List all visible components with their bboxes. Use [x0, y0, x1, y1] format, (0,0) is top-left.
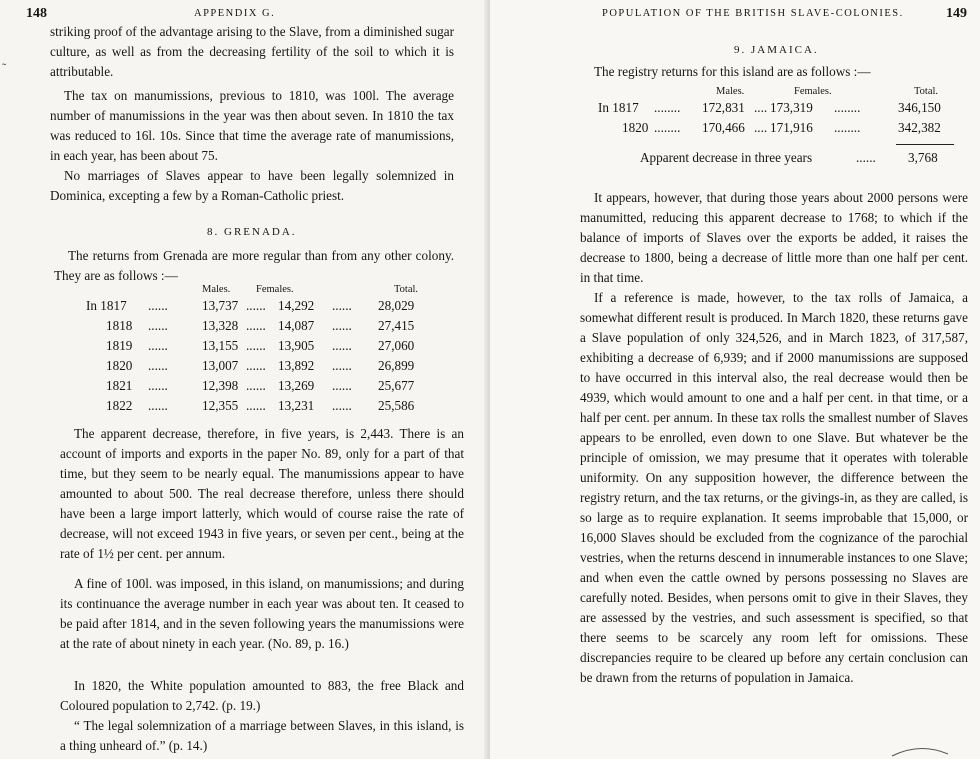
right-running-head: POPULATION OF THE BRITISH SLAVE-COLONIES.: [602, 8, 904, 19]
table-row: 1818 ...... 13,328 ...... 14,087 ...... 27,415: [106, 318, 415, 333]
margin-mark: ˜: [2, 60, 7, 75]
table-row: 1820 ...... 13,007 ...... 13,892 ...... 26,899: [106, 358, 415, 373]
right-page: [490, 0, 980, 759]
grenada-table-header: [86, 284, 446, 298]
table-row: In 1817 ........ 172,831 .... 173,319 ........ 346,150: [598, 100, 941, 115]
total-header: Total.: [394, 284, 419, 295]
jamaica-heading: 9. JAMAICA.: [734, 44, 819, 56]
total-header: Total.: [914, 86, 939, 97]
table-row: In 1817 ...... 13,737 ...... 14,292 ...... 28,029: [86, 298, 415, 313]
bottom-flourish: [890, 744, 950, 758]
right-page-number: 149: [946, 6, 967, 21]
table-row: 1821 ...... 12,398 ...... 13,269 ...... 25,677: [106, 378, 415, 393]
left-paragraph-1: striking proof of the advantage arising to the Slave, from a diminished sugar culture, as well as from the decreasing fertility of the soil to which it is attributable.: [50, 24, 454, 79]
right-paragraph-1: It appears, however, that during those years about 2000 persons were manumitted, reducing this apparent decrease to 1768; to which if the balance of imports of Slaves over the exports be added, it raises the decrease to 1800, being a decrease of little more than one half per cent. in that time.: [580, 190, 968, 285]
grenada-heading: 8. GRENADA.: [207, 226, 297, 238]
grenada-table: [86, 284, 446, 418]
jamaica-table-header: [598, 86, 970, 100]
left-paragraph-fine: A fine of 100l. was imposed, in this island, on manumissions; and during its continuance the average number in each year was about ten. It ceased to be paid after 1814, and in the seven following years the manumissions were at the rate of about ninety in each year. (No. 89, p. 16.): [60, 576, 464, 651]
males-header: Males.: [716, 86, 745, 97]
right-paragraph-2: If a reference is made, however, to the tax rolls of Jamaica, a somewhat different result is produced. In March 1820, these returns gave a Slave population of only 324,526, and in March 1823, of 317,587, exhibiting a decrease of 6,939; and if 2000 manumissions are supposed to have occurred in this interval also, the real decrease would then be 4939, which would amount to one and a half per cent. in that time, or a half per cent. per annum. In these tax rolls the smallest number of Slaves appears to be enrolled, even down to one Slave. But whatever be the principle of omission, we may presume that it operates with tolerable uniformity. On any supposition however, the difference between the registry return, and the tax returns, or the givings-in, as they are called, is so large as to require explanation. It seems improbable that 15,000, or 16,000 Slaves should be excluded from the cognizance of the parochial vestries, when the returns descend in innumerable instances to one Slave; and when even the cattle owned by persons possessing no Slaves are carefully noted. Besides, when persons omit to give in their Slaves, they are assessed by the vestries, and such assessment is specified, so that there seems to be scarcely any room left for omissions. These discrepancies require to be cleared up before any certain conclusion can be drawn from the returns of population in Jamaica.: [580, 290, 968, 685]
left-page-number: 148: [26, 6, 47, 21]
males-header: Males.: [202, 284, 231, 295]
jamaica-table: [598, 86, 970, 170]
left-paragraph-decrease: The apparent decrease, therefore, in five years, is 2,443. There is an account of imports and exports in the paper No. 89, only for a part of that time, but they seem to be nearly equal. The manumissions appear to have amounted to about 500. The real decrease therefore, unless there should have been a large import latterly, which would of course raise the rate of decrease, will not exceed 1943 in five years, or seven per cent., being at the rate of 1½ per cent. per annum.: [60, 426, 464, 561]
grenada-intro: The returns from Grenada are more regular than from any other colony. They are as follows :—: [54, 248, 454, 283]
table-row: 1820 ........ 170,466 .... 171,916 ........ 342,382: [622, 120, 941, 135]
table-summary-row: Apparent decrease in three years ...... 3,768: [640, 150, 938, 165]
females-header: Females.: [794, 86, 832, 97]
jamaica-intro: The registry returns for this island are as follows :—: [594, 64, 871, 79]
left-running-head: APPENDIX G.: [194, 8, 276, 19]
table-row: 1819 ...... 13,155 ...... 13,905 ...... 27,060: [106, 338, 415, 353]
left-paragraph-3: No marriages of Slaves appear to have been legally solemnized in Dominica, excepting a few by a Roman-Catholic priest.: [50, 168, 454, 203]
total-rule: [896, 144, 954, 145]
table-row: 1822 ...... 12,355 ...... 13,231 ...... 25,586: [106, 398, 415, 413]
females-header: Females.: [256, 284, 294, 295]
left-paragraph-marriage: “ The legal solemnization of a marriage between Slaves, in this island, is a thing unheard of.” (p. 14.): [60, 718, 464, 753]
left-paragraph-2: The tax on manumissions, previous to 1810, was 100l. The average number of manumissions in the year was then about seven. In 1810 the tax was reduced to 16l. 10s. Since that time the average rate of manumissions, in each year, has been about 75.: [50, 88, 454, 163]
left-paragraph-population: In 1820, the White population amounted to 883, the free Black and Coloured population to 2,742. (p. 19.): [60, 678, 464, 713]
